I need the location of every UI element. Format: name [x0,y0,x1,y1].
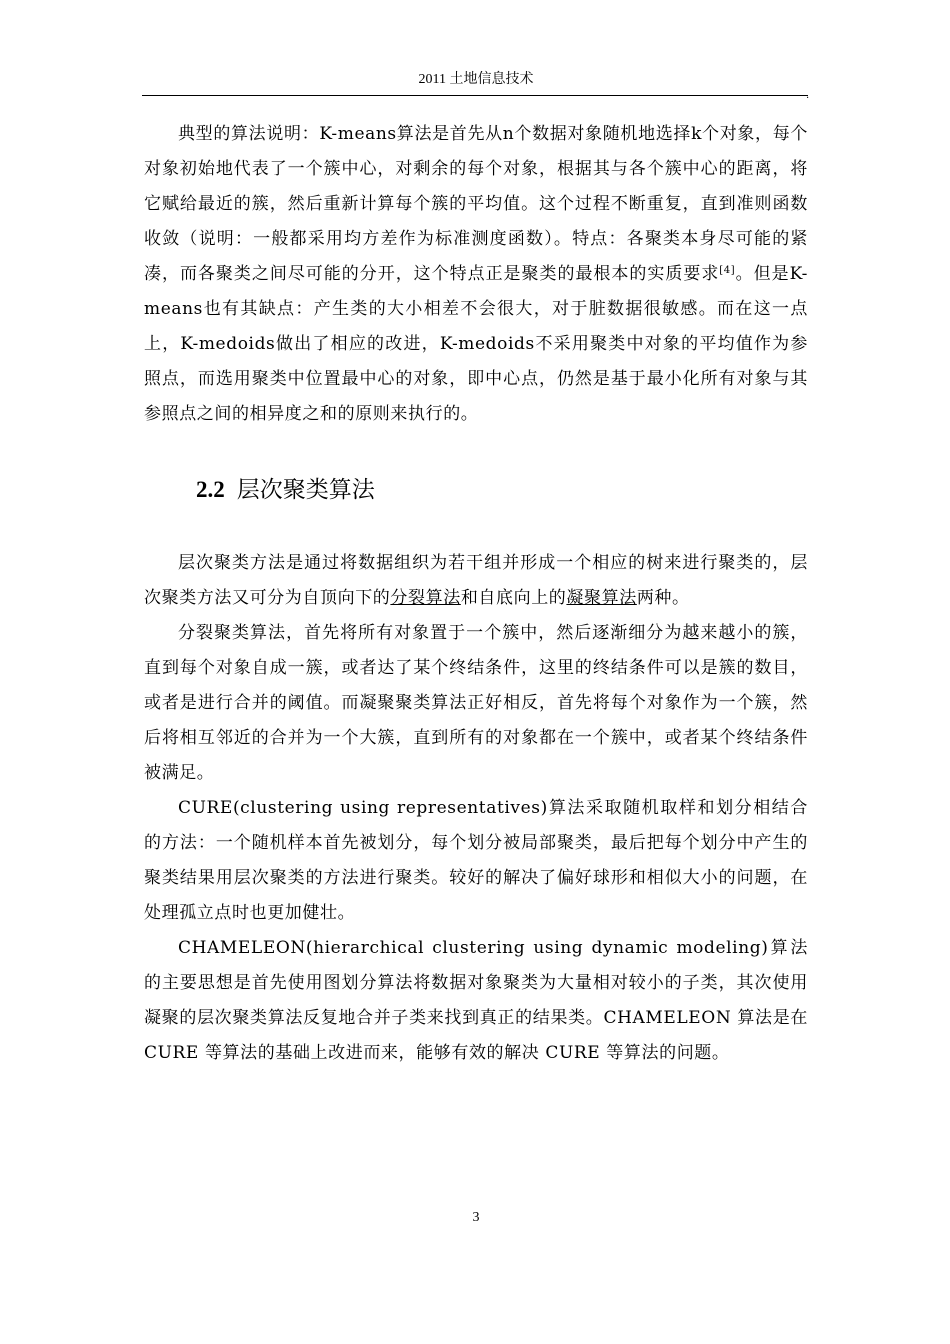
paragraph-cure: CURE(clustering using representatives)算法采取随机取样和划分相结合的方法：一个随机样本首先被划分，每个划分被局部聚类，最后把每个划分中产生的聚类结果用层次聚类的方法进行聚类。较好的解决了偏好球形和相似大小的问题，在处理孤立点时也更加健壮。 [144,798,808,923]
running-header: 2011 土地信息技术 [418,72,534,87]
paragraph-kmeans-part-a: 典型的算法说明：K-means算法是首先从n个数据对象随机地选择k个对象，每个对象初始地代表了一个簇中心，对剩余的每个对象，根据其与各个簇中心的距离，将它赋给最近的簇，然后重新计算每个簇的平均值。这个过程不断重复，直到准则函数收敛（说明：一般都采用均方差作为标准测度函数）。特点：各聚类本身尽可能的紧凑，而各聚类之间尽可能的分开，这个特点正是聚类的最根本的实质要求 [144,124,808,284]
paragraph-kmeans [144,117,808,432]
section-number: 2.2 [196,477,225,502]
intro-text-a: 层次聚类方法是通过将数据组织为若干组并形成一个相应的树来进行聚类的，层次聚类方法又可分为自顶向下的 [144,553,808,608]
section-title: 层次聚类算法 [236,477,375,503]
header-rule-mark: . [806,90,810,101]
intro-text-b: 和自底向上的 [460,588,567,608]
paragraph-chameleon: CHAMELEON(hierarchical clustering using dynamic modeling)算法的主要思想是首先使用图划分算法将数据对象聚类为大量相对较小的子类，其次使用凝聚的层次聚类算法反复地合并子类来找到真正的结果类。CHAMELEON 算法是在CURE 等算法的基础上改进而来，能够有效的解决 CURE 等算法的问题。 [144,938,808,1063]
intro-text-c: 两种。 [636,588,690,608]
paragraph-kmeans-part-b: 。但是K-means也有其缺点：产生类的大小相差不会很大，对于脏数据很敏感。而在这一点上，K-medoids做出了相应的改进，K-medoids不采用聚类中对象的平均值作为参照点，而选用聚类中位置最中心的对象，即中心点，仍然是基于最小化所有对象与其参照点之间的相异度之和的原则来执行的。 [144,264,808,424]
header-rule [142,95,808,96]
section-kmeans-body [144,117,808,432]
section-hierarchical-body [144,546,808,1071]
citation-ref[interactable]: [4] [719,265,736,276]
page-number: 3 [472,1210,480,1225]
link-divisive-algorithm[interactable]: 分裂算法 [390,588,461,608]
section-heading [196,472,375,508]
paragraph-hierarchical-intro [144,546,808,616]
paragraph-divisive: 分裂聚类算法，首先将所有对象置于一个簇中，然后逐渐细分为越来越小的簇，直到每个对象自成一簇，或者达了某个终结条件，这里的终结条件可以是簇的数目，或者是进行合并的阈值。而凝聚聚类算法正好相反，首先将每个对象作为一个簇，然后将相互邻近的合并为一个大簇，直到所有的对象都在一个簇中，或者某个终结条件被满足。 [144,623,808,783]
link-agglomerative-algorithm[interactable]: 凝聚算法 [566,588,637,608]
